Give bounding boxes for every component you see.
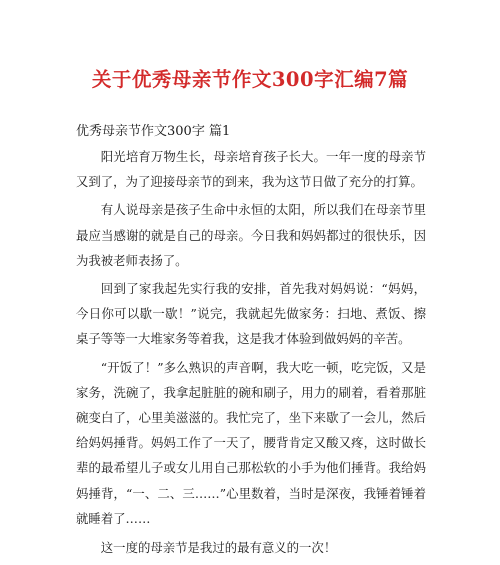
paragraph-4: “开饭了！”多么熟识的声音啊，我大吃一顿，吃完饭，又是家务，洗碗了，我拿起脏脏的碗和刷子，用力的刷着，看着那脏碗变白了，心里美滋滋的。我忙完了，坐下来歇了一会儿，然后给妈妈捶背。妈妈工作了一天了，腰背肯定又酸又疼，这时做长辈的最希望儿子或女儿用自己那松软的小手为他们捶背。我给妈妈捶背，“一、二、三……”心里数着，当时是深夜，我锤着锤着就睡着了…… xyxy=(76,359,426,526)
essay-body xyxy=(76,144,426,563)
paragraph-3: 回到了家我起先实行我的安排，首先我对妈妈说：“妈妈，今日你可以歇一歇！”说完，我就起先做家务：扫地、煮饭、擦桌子等等一大堆家务等着我，这是我才体验到做妈妈的辛苦。 xyxy=(76,281,426,347)
paragraph-5: 这一度的母亲节是我过的最有意义的一次！ xyxy=(100,540,337,556)
document-title: 关于优秀母亲节作文300字汇编7篇 xyxy=(91,68,409,91)
paragraph-1: 阳光培育万物生长，母亲培育孩子长大。一年一度的母亲节又到了，为了迎接母亲节的到来，我为这节日做了充分的打算。 xyxy=(76,149,426,190)
essay-heading: 优秀母亲节作文300字 篇1 xyxy=(76,124,231,139)
paragraph-2: 有人说母亲是孩子生命中永恒的太阳，所以我们在母亲节里最应当感谢的就是自己的母亲。今日我和妈妈都过的很快乐，因为我被老师表扬了。 xyxy=(76,202,426,268)
